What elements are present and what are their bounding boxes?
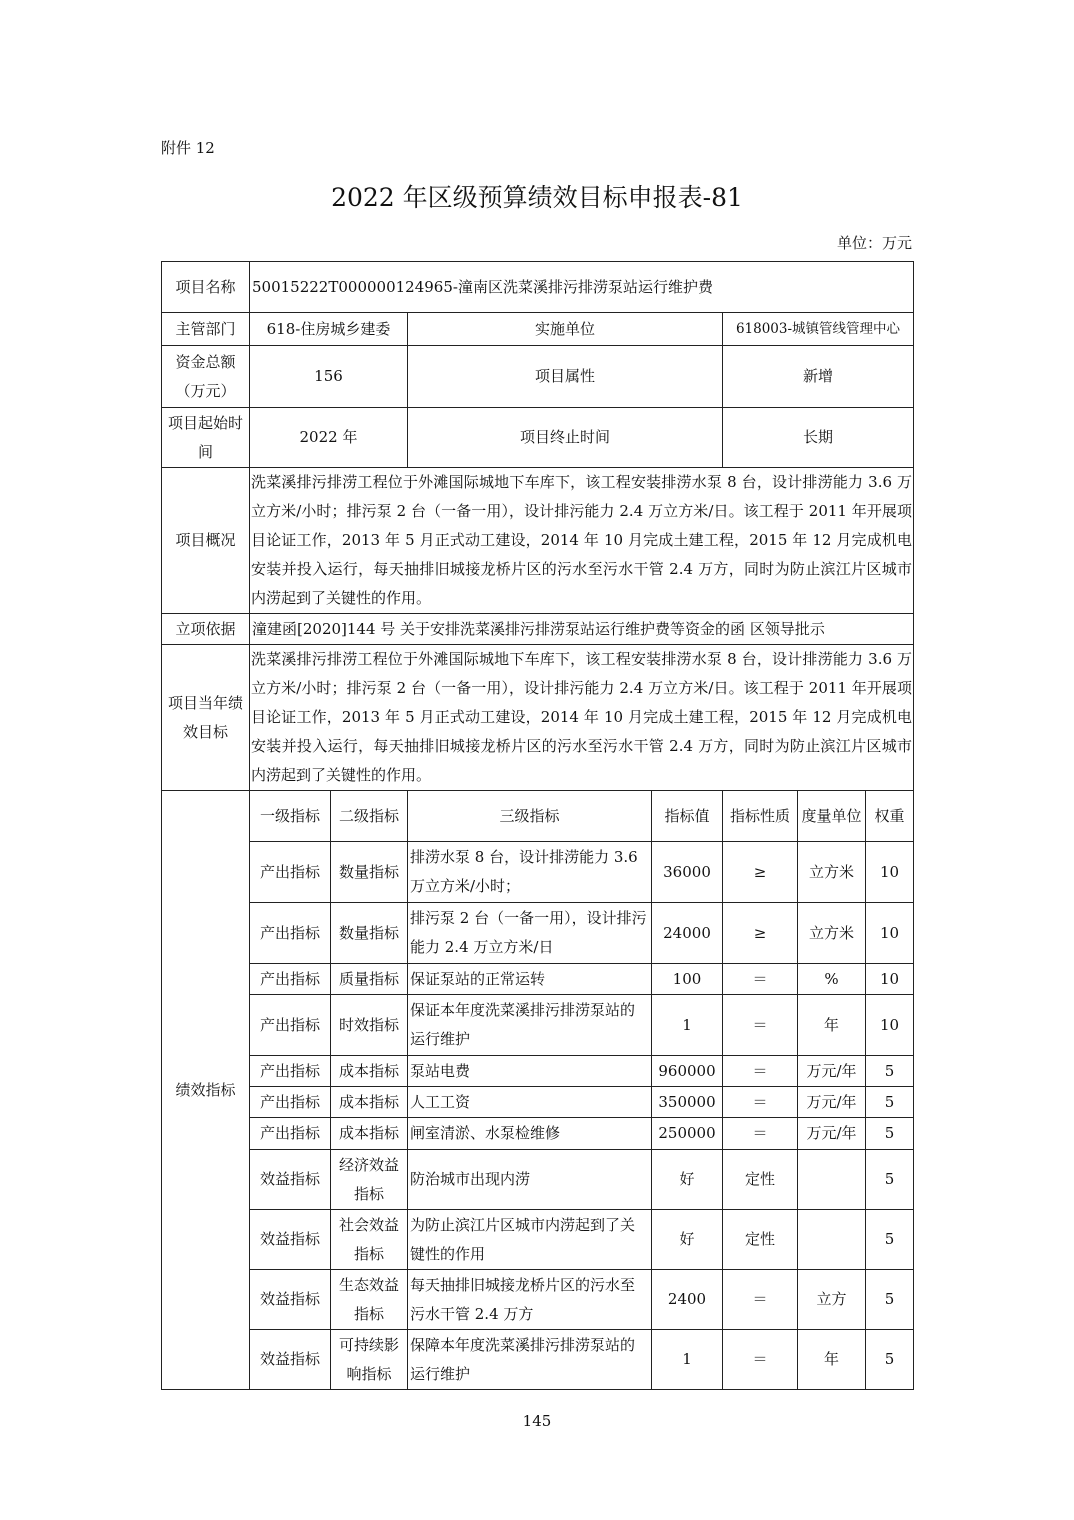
overview-label: 项目概况 [162,468,250,614]
metric-level2: 生态效益指标 [331,1270,408,1330]
metric-unit: 立方 [798,1270,866,1330]
metric-level2: 可持续影响指标 [331,1330,408,1390]
metrics-row [162,1150,914,1210]
metric-value: 好 [652,1150,723,1210]
metric-weight: 10 [866,903,914,964]
metric-level1: 产出指标 [250,903,331,964]
metrics-header-cell: 指标值 [652,791,723,842]
metric-nature: 定性 [723,1150,798,1210]
overview-text: 洗菜溪排污排涝工程位于外滩国际城地下车库下，该工程安装排涝水泵 8 台，设计排涝能力 3.6 万立方米/小时；排污泵 2 台（一备一用），设计排污能力 2.4 万立方米/日。该工程于 2011 年开展项目论证工作，2013 年 5 月正式动工建设，2014 年 10 月完成土建工程，2015 年 12 月完成机电安装并投入运行，每天抽排旧城接龙桥片区的污水至污水干管 2.4 万方，同时为防止滨江片区城市内涝起到了关键性的作用。 [250,468,914,614]
metric-level2: 数量指标 [331,903,408,964]
funds-value: 156 [250,346,408,408]
metric-unit: 年 [798,1330,866,1390]
metric-level3: 保证泵站的正常运转 [408,964,652,995]
metrics-header-row [162,791,914,842]
metric-weight: 5 [866,1330,914,1390]
attachment-label: 附件 12 [161,139,215,157]
metrics-row [162,995,914,1056]
end-label: 项目终止时间 [408,408,723,468]
metrics-header-cell: 三级指标 [408,791,652,842]
project-name-label: 项目名称 [162,262,250,313]
end-value: 长期 [723,408,914,468]
impl-value: 618003-城镇管线管理中心 [723,313,914,346]
dept-label: 主管部门 [162,313,250,346]
row-time [162,408,914,468]
metric-level1: 效益指标 [250,1150,331,1210]
metric-level1: 产出指标 [250,1087,331,1118]
metric-level1: 产出指标 [250,842,331,903]
metric-unit [798,1210,866,1270]
metrics-header-cell: 指标性质 [723,791,798,842]
basis-label: 立项依据 [162,614,250,645]
metric-weight: 10 [866,964,914,995]
metric-level1: 效益指标 [250,1330,331,1390]
metric-nature: ＝ [723,995,798,1056]
metric-unit: 年 [798,995,866,1056]
metric-unit: 万元/年 [798,1056,866,1087]
metric-nature: ＝ [723,1270,798,1330]
metric-nature: ＝ [723,1056,798,1087]
metric-level1: 产出指标 [250,995,331,1056]
metric-value: 36000 [652,842,723,903]
metric-unit: 立方米 [798,842,866,903]
row-project-name [162,262,914,313]
row-dept [162,313,914,346]
metric-weight: 5 [866,1118,914,1150]
row-overview [162,468,914,614]
metric-unit [798,1150,866,1210]
metric-value: 2400 [652,1270,723,1330]
metric-weight: 5 [866,1210,914,1270]
metric-unit: 万元/年 [798,1087,866,1118]
metric-weight: 10 [866,995,914,1056]
metric-level1: 效益指标 [250,1210,331,1270]
metrics-row [162,1330,914,1390]
metric-value: 960000 [652,1056,723,1087]
metric-level3: 每天抽排旧城接龙桥片区的污水至污水干管 2.4 万方 [408,1270,652,1330]
metric-level1: 产出指标 [250,964,331,995]
metric-level3: 排涝水泵 8 台，设计排涝能力 3.6 万立方米/小时； [408,842,652,903]
metric-level2: 成本指标 [331,1118,408,1150]
metrics-header-cell: 权重 [866,791,914,842]
metric-value: 24000 [652,903,723,964]
metric-nature: ≥ [723,903,798,964]
goal-label: 项目当年绩效目标 [162,645,250,791]
metric-level3: 保障本年度洗菜溪排污排涝泵站的运行维护 [408,1330,652,1390]
metric-level2: 质量指标 [331,964,408,995]
metric-level3: 闸室清淤、水泵检维修 [408,1118,652,1150]
start-label: 项目起始时间 [162,408,250,468]
metrics-row [162,1270,914,1330]
attr-value: 新增 [723,346,914,408]
metric-value: 好 [652,1210,723,1270]
metric-level2: 数量指标 [331,842,408,903]
metrics-row [162,1118,914,1150]
metrics-header-cell: 度量单位 [798,791,866,842]
metric-level3: 排污泵 2 台（一备一用），设计排污能力 2.4 万立方米/日 [408,903,652,964]
metric-weight: 10 [866,842,914,903]
start-value: 2022 年 [250,408,408,468]
metrics-row [162,964,914,995]
metric-level2: 经济效益指标 [331,1150,408,1210]
metric-nature: ＝ [723,1330,798,1390]
metric-value: 350000 [652,1087,723,1118]
metrics-row [162,842,914,903]
metric-nature: ＝ [723,964,798,995]
impl-label: 实施单位 [408,313,723,346]
metric-unit: 立方米 [798,903,866,964]
unit-label: 单位：万元 [836,234,912,252]
metrics-header-cell: 一级指标 [250,791,331,842]
metric-level2: 社会效益指标 [331,1210,408,1270]
budget-performance-table [161,261,914,1390]
row-goal [162,645,914,791]
metric-value: 100 [652,964,723,995]
attr-label: 项目属性 [408,346,723,408]
goal-text: 洗菜溪排污排涝工程位于外滩国际城地下车库下，该工程安装排涝水泵 8 台，设计排涝能力 3.6 万立方米/小时；排污泵 2 台（一备一用），设计排污能力 2.4 万立方米/日。该工程于 2011 年开展项目论证工作，2013 年 5 月正式动工建设，2014 年 10 月完成土建工程，2015 年 12 月完成机电安装并投入运行，每天抽排旧城接龙桥片区的污水至污水干管 2.4 万方，同时为防止滨江片区城市内涝起到了关键性的作用。 [250,645,914,791]
metric-unit: 万元/年 [798,1118,866,1150]
row-basis [162,614,914,645]
metric-weight: 5 [866,1150,914,1210]
metric-level3: 为防止滨江片区城市内涝起到了关键性的作用 [408,1210,652,1270]
metric-value: 250000 [652,1118,723,1150]
metric-value: 1 [652,995,723,1056]
metric-level1: 产出指标 [250,1118,331,1150]
metric-nature: 定性 [723,1210,798,1270]
row-funds [162,346,914,408]
metric-nature: ＝ [723,1087,798,1118]
page-title: 2022 年区级预算绩效目标申报表-81 [331,183,743,212]
metric-unit: % [798,964,866,995]
metric-level3: 泵站电费 [408,1056,652,1087]
metric-weight: 5 [866,1270,914,1330]
metric-value: 1 [652,1330,723,1390]
metrics-header-cell: 二级指标 [331,791,408,842]
metric-level3: 保证本年度洗菜溪排污排涝泵站的运行维护 [408,995,652,1056]
metric-level3: 防治城市出现内涝 [408,1150,652,1210]
metrics-row [162,903,914,964]
metric-level2: 成本指标 [331,1056,408,1087]
basis-text: 潼建函[2020]144 号 关于安排洗菜溪排污排涝泵站运行维护费等资金的函 区领导批示 [250,614,914,645]
metric-level2: 成本指标 [331,1087,408,1118]
metric-weight: 5 [866,1056,914,1087]
metrics-label: 绩效指标 [162,791,250,1390]
metric-level2: 时效指标 [331,995,408,1056]
page-number: 145 [522,1412,552,1430]
metrics-row [162,1210,914,1270]
metric-nature: ＝ [723,1118,798,1150]
funds-label: 资金总额（万元） [162,346,250,408]
metric-level1: 产出指标 [250,1056,331,1087]
metric-level3: 人工工资 [408,1087,652,1118]
dept-value: 618-住房城乡建委 [250,313,408,346]
metric-nature: ≥ [723,842,798,903]
metrics-row [162,1087,914,1118]
project-name-value: 50015222T000000124965-潼南区洗菜溪排污排涝泵站运行维护费 [250,262,914,313]
metric-level1: 效益指标 [250,1270,331,1330]
metric-weight: 5 [866,1087,914,1118]
metrics-row [162,1056,914,1087]
